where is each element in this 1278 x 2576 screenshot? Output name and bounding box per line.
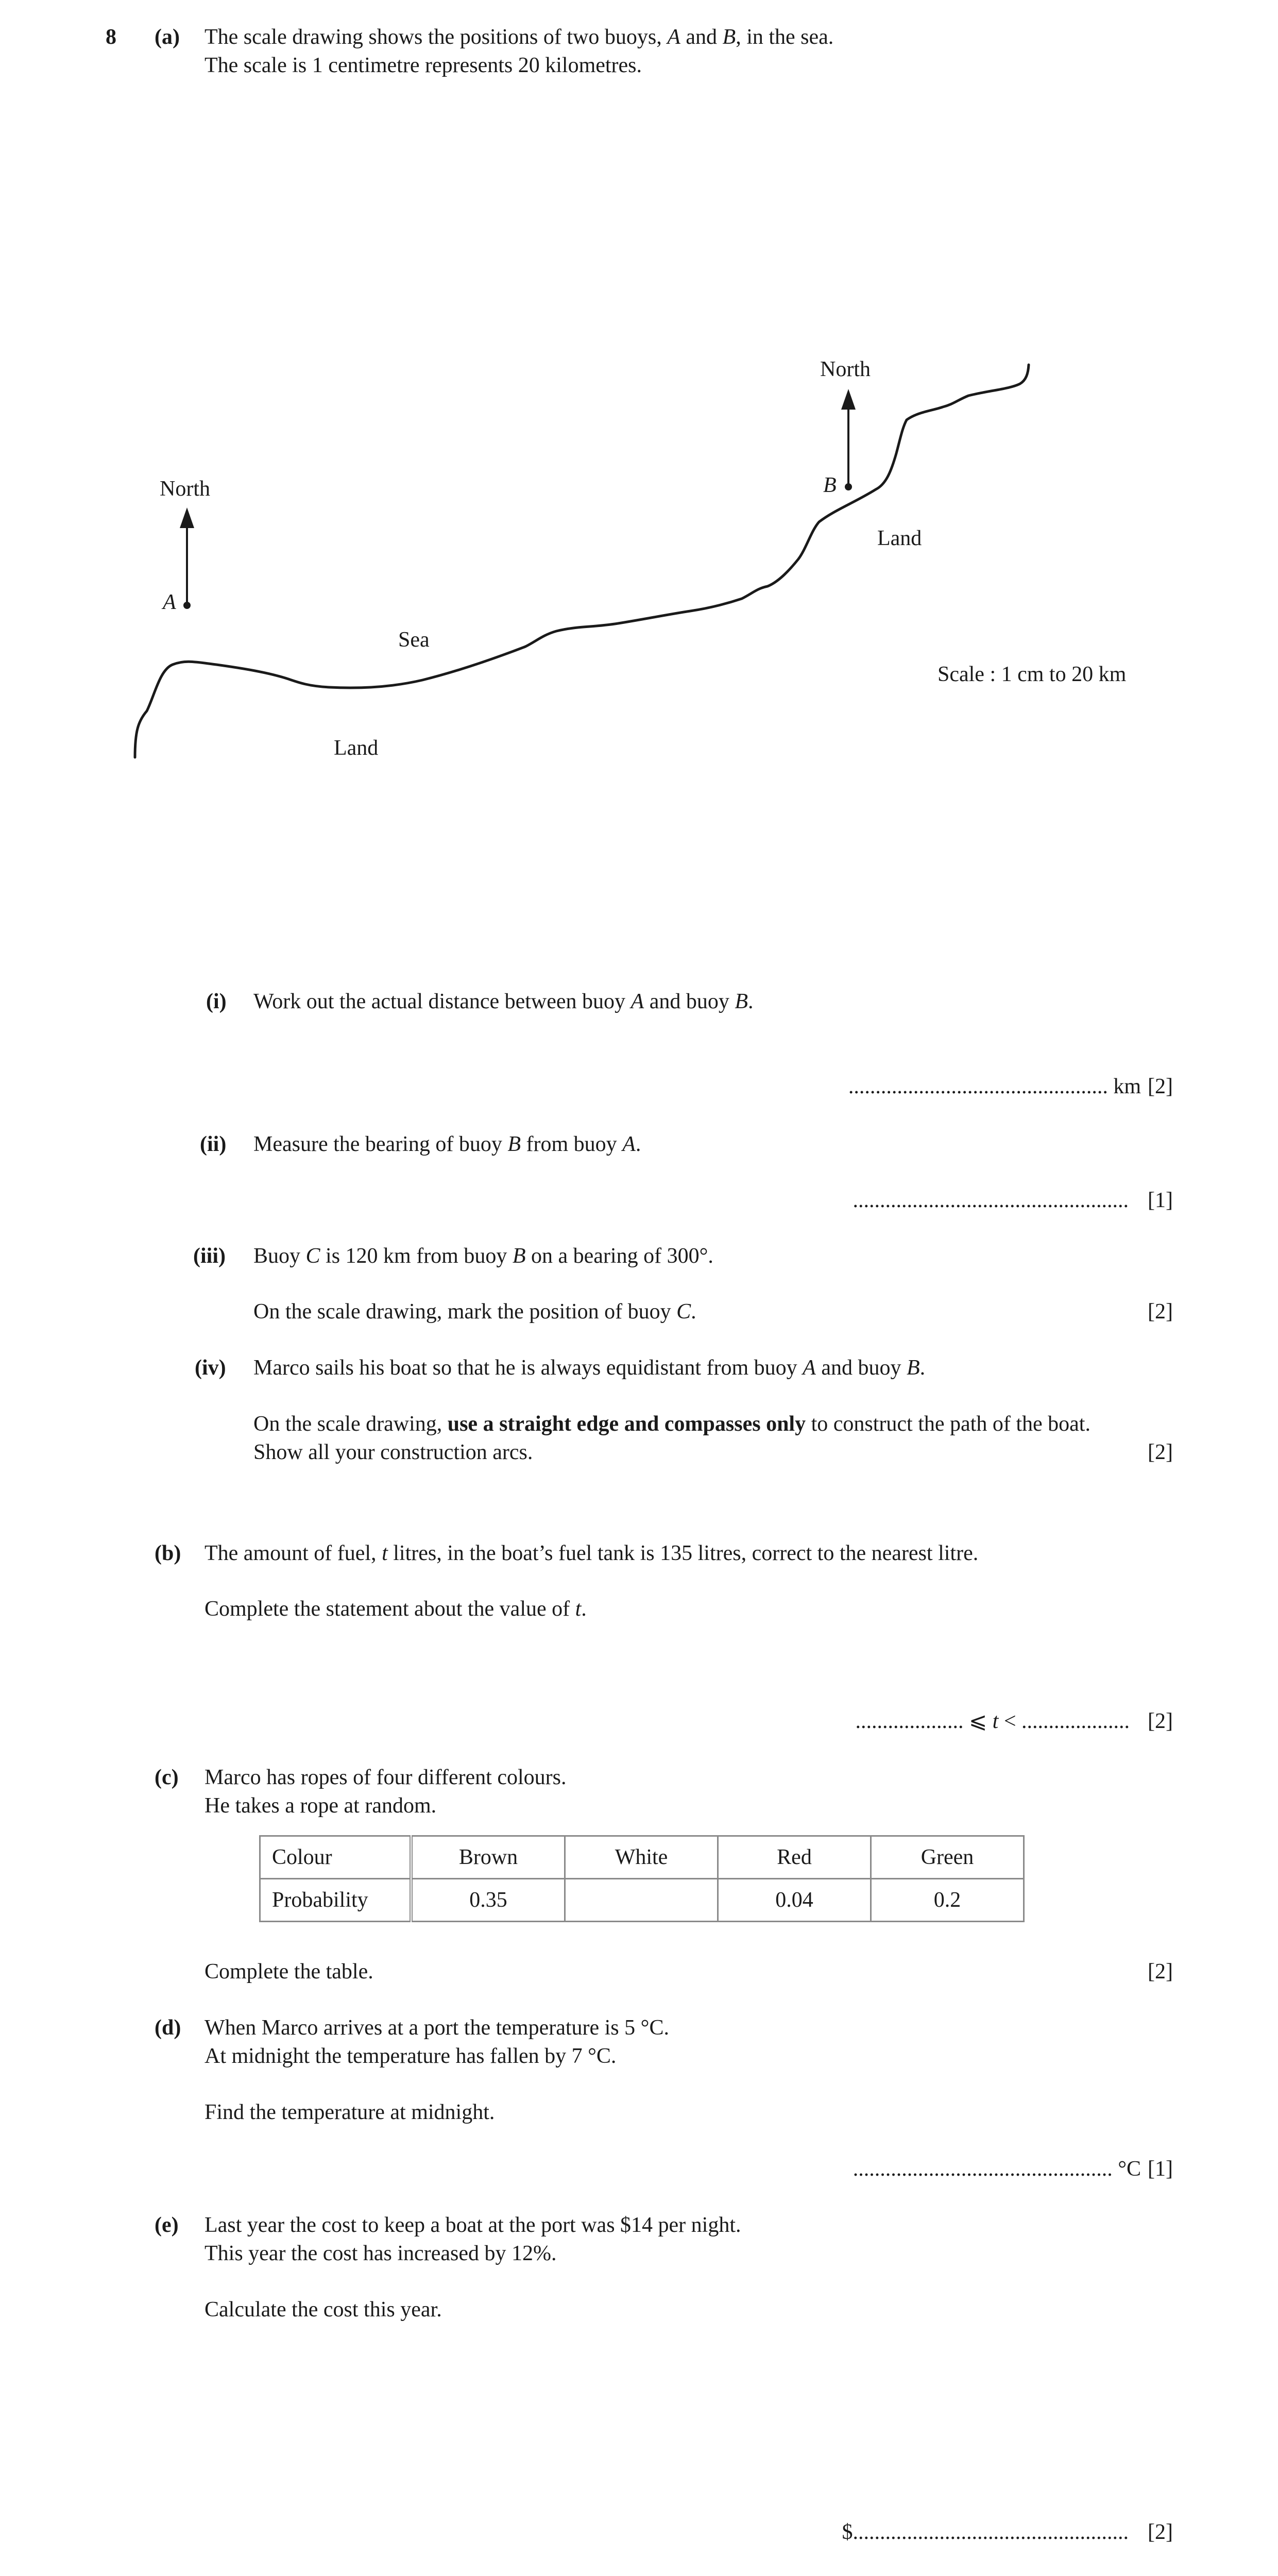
part-a-ii-text: Measure the bearing of buoy B from buoy A.: [253, 1132, 641, 1156]
part-b-line2: Complete the statement about the value of t.: [205, 1597, 587, 1621]
table-cell-probability: 0.35: [411, 1879, 565, 1922]
sea-label: Sea: [398, 628, 430, 652]
probability-table: [259, 1835, 1025, 1922]
part-d-answer-line[interactable]: ................................................ °C: [853, 2157, 1141, 2181]
part-b-label: (b): [155, 1541, 181, 1565]
part-d-line3: Find the temperature at midnight.: [205, 2100, 495, 2124]
part-d-line1: When Marco arrives at a port the temperature is 5 °C.: [205, 2016, 669, 2040]
part-d-line2: At midnight the temperature has fallen by 7 °C.: [205, 2044, 617, 2068]
table-header-colour: Colour: [260, 1836, 412, 1879]
part-b-line1: The amount of fuel, t litres, in the boat’s fuel tank is 135 litres, correct to the nearest litre.: [205, 1541, 979, 1565]
part-d-label: (d): [155, 2016, 181, 2040]
table-cell-colour: Brown: [411, 1836, 565, 1879]
table-row: [260, 1879, 1024, 1922]
part-f-line1: [205, 2574, 744, 2576]
question-number: 8: [106, 25, 116, 49]
coastline: [135, 365, 1029, 757]
point-a-dot: [183, 602, 191, 609]
table-cell-colour: White: [565, 1836, 718, 1879]
table-cell-probability: 0.2: [871, 1879, 1024, 1922]
part-e-line3: Calculate the cost this year.: [205, 2298, 442, 2321]
table-cell-probability: 0.04: [718, 1879, 871, 1922]
part-c-line2: He takes a rope at random.: [205, 1794, 437, 1818]
north-arrowhead-b: [841, 389, 856, 410]
part-b-marks: [2]: [1148, 1709, 1173, 1733]
part-a-intro-line2: The scale is 1 centimetre represents 20 kilometres.: [205, 54, 642, 77]
part-e-line1: Last year the cost to keep a boat at the port was $14 per night.: [205, 2213, 741, 2237]
part-e-answer-line[interactable]: $...................................................: [842, 2520, 1129, 2544]
part-c-marks: [2]: [1148, 1960, 1173, 1984]
part-a-iv-line2: On the scale drawing, use a straight edge and compasses only to construct the path of the boat.: [253, 1412, 1090, 1436]
north-label-right: North: [820, 358, 871, 381]
table-cell-probability-blank[interactable]: [565, 1879, 718, 1922]
part-e-label: (e): [155, 2213, 179, 2237]
part-c-instruction: Complete the table.: [205, 1960, 373, 1984]
part-c-label: (c): [155, 1766, 179, 1789]
part-e-marks: [2]: [1148, 2520, 1173, 2544]
part-e-line2: This year the cost has increased by 12%.: [205, 2242, 557, 2265]
table-header-probability: Probability: [260, 1879, 412, 1922]
part-a-iii-marks: [2]: [1148, 1300, 1173, 1324]
part-a-iv-label: (iv): [195, 1356, 226, 1380]
table-cell-colour: Red: [718, 1836, 871, 1879]
part-f-label: [155, 2574, 176, 2576]
point-a-label: A: [163, 590, 176, 614]
part-a-ii-answer-line[interactable]: ...................................................: [853, 1189, 1129, 1212]
part-a-ii-label: (ii): [200, 1132, 227, 1156]
part-a-iv-line3: Show all your construction arcs.: [253, 1440, 533, 1464]
point-b-dot: [845, 483, 852, 490]
scale-drawing: [0, 0, 1278, 824]
part-a-label: (a): [155, 25, 180, 49]
part-a-iv-marks: [2]: [1148, 1440, 1173, 1464]
part-d-marks: [1]: [1148, 2157, 1173, 2181]
part-a-ii-marks: [1]: [1148, 1189, 1173, 1212]
land-label-lower: Land: [334, 736, 379, 760]
part-a-iii-line2: On the scale drawing, mark the position of buoy C.: [253, 1300, 696, 1324]
part-a-i-marks: [2]: [1148, 1075, 1173, 1098]
part-a-iv-text: Marco sails his boat so that he is always equidistant from buoy A and buoy B.: [253, 1356, 926, 1380]
part-a-i-label: (i): [206, 990, 227, 1013]
table-cell-colour: Green: [871, 1836, 1024, 1879]
part-a-i-answer-line[interactable]: ................................................ km: [848, 1075, 1141, 1098]
point-b-label: B: [823, 473, 837, 497]
part-b-answer-line[interactable]: .................... ⩽ t < ....................: [855, 1709, 1130, 1733]
north-arrowhead-a: [180, 507, 194, 528]
part-a-i-text: Work out the actual distance between buoy A and buoy B.: [253, 990, 754, 1013]
north-label-left: North: [160, 477, 210, 501]
part-a-intro-line1: The scale drawing shows the positions of two buoys, A and B, in the sea.: [205, 25, 834, 49]
table-row: [260, 1836, 1024, 1879]
scale-label: Scale : 1 cm to 20 km: [938, 663, 1127, 686]
part-a-iii-text: Buoy C is 120 km from buoy B on a bearing of 300°.: [253, 1244, 713, 1268]
part-a-iii-label: (iii): [193, 1244, 226, 1268]
land-label-upper: Land: [877, 527, 922, 550]
part-c-line1: Marco has ropes of four different colours.: [205, 1766, 567, 1789]
